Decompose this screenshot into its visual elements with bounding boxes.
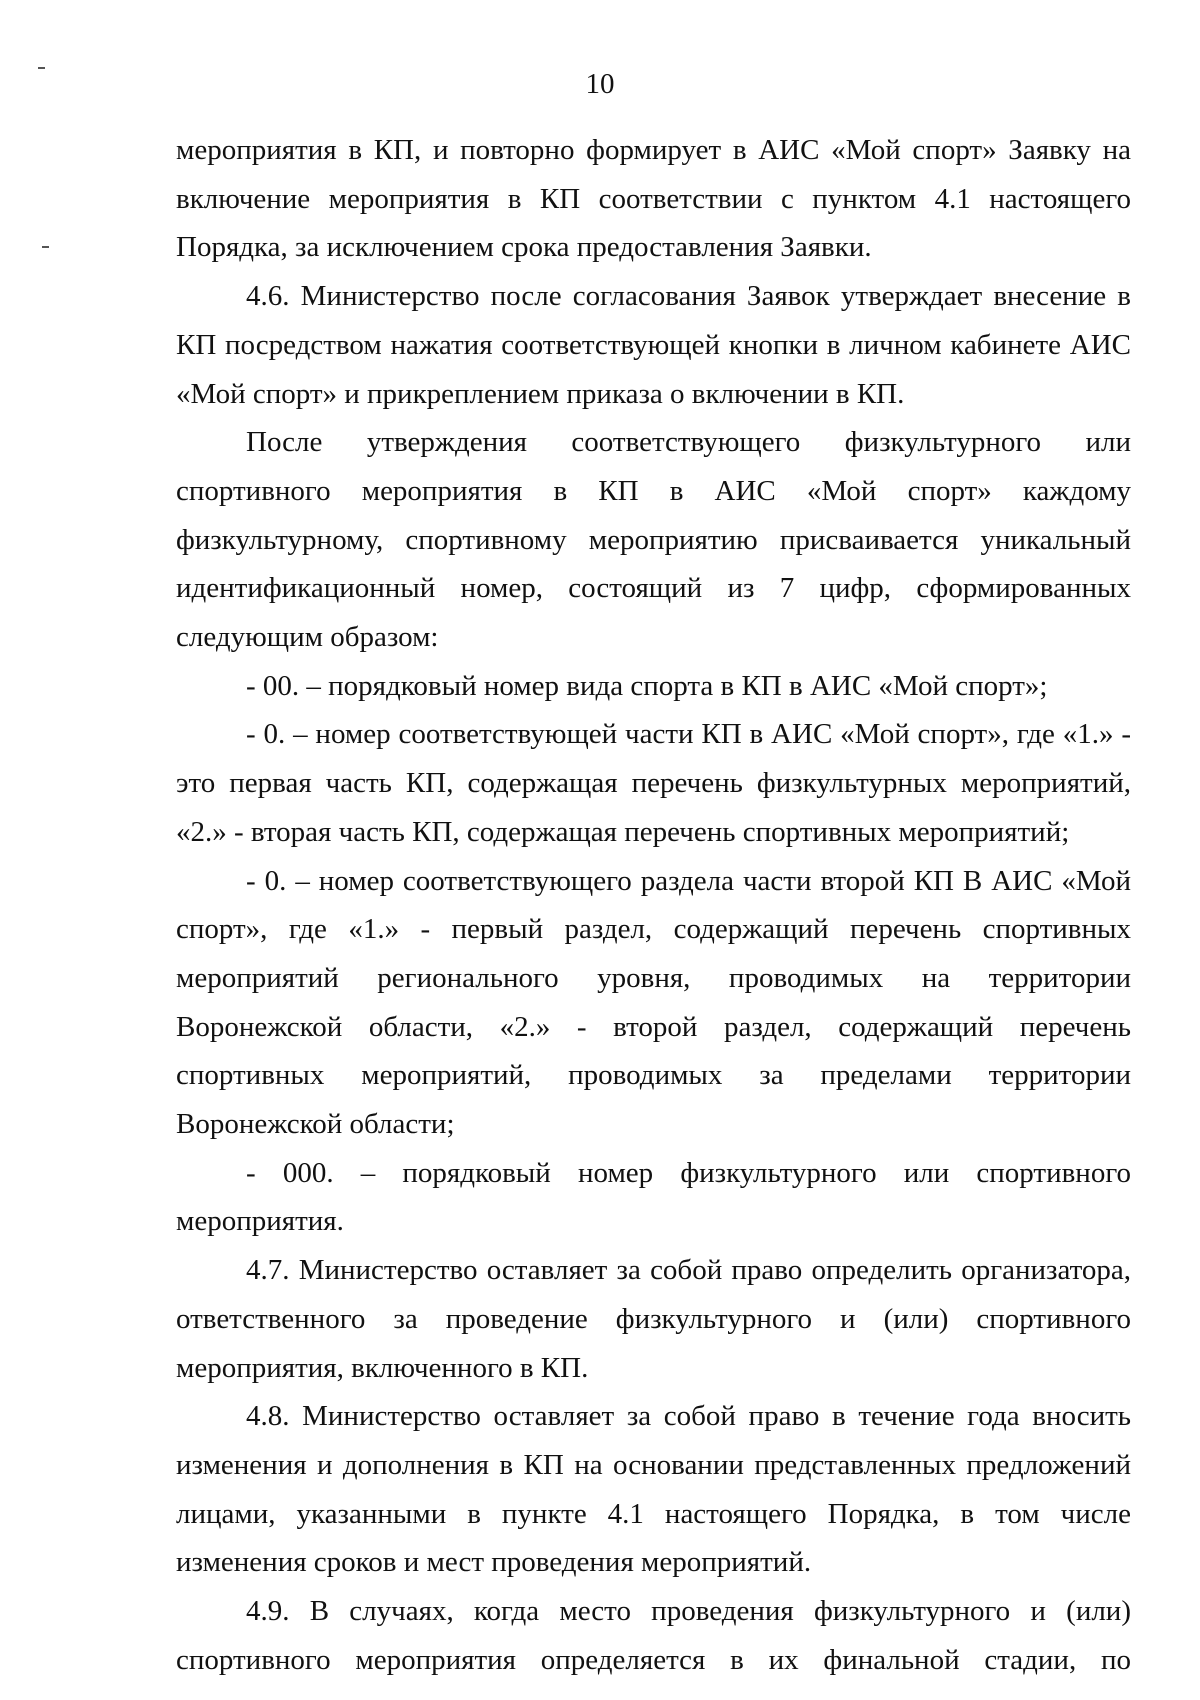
list-item: - 000. – порядковый номер физкультурного или спортивного мероприятия. <box>176 1156 1131 1238</box>
paragraph: мероприятия в КП, и повторно формирует в АИС «Мой спорт» Заявку на включение мероприятия в КП соответствии с пунктом 4.1 настоящего Порядка, за исключением срока предоставления Заявки. <box>176 134 1131 264</box>
paragraph: После утверждения соответствующего физкультурного или спортивного мероприятия в КП в АИС «Мой спорт» каждому физкультурному, спортивному мероприятию присваивается уникальный идентификационный номер, состоящий из 7 цифр, сформированных следующим образом: <box>176 426 1131 654</box>
margin-mark <box>42 246 49 248</box>
page-number: 10 <box>585 68 615 100</box>
list-item: - 00. – порядковый номер вида спорта в КП в АИС «Мой спорт»; <box>246 669 1048 702</box>
paragraph: 4.8. Министерство оставляет за собой право в течение года вносить изменения и дополнения в КП на основании представленных предложений лицами, указанными в пункте 4.1 настоящего Порядка, в том числе изменения сроков и мест проведения мероприятий. <box>176 1400 1131 1579</box>
paragraph: 4.6. Министерство после согласования Заявок утверждает внесение в КП посредством нажатия соответствующей кнопки в личном кабинете АИС «Мой спорт» и прикреплением приказа о включении в КП. <box>176 280 1131 410</box>
paragraph: 4.7. Министерство оставляет за собой право определить организатора, ответственного за проведение физкультурного и (или) спортивного мероприятия, включенного в КП. <box>176 1254 1131 1384</box>
list-item: - 0. – номер соответствующего раздела части второй КП В АИС «Мой спорт», где «1.» - первый раздел, содержащий перечень спортивных мероприятий регионального уровня, проводимых на территории Воронежской области, «2.» - второй раздел, содержащий перечень спортивных мероприятий, проводимых за пределами территории Воронежской области; <box>176 864 1131 1141</box>
margin-mark <box>38 67 45 69</box>
document-body <box>176 126 1131 1685</box>
list-item: - 0. – номер соответствующей части КП в АИС «Мой спорт», где «1.» - это первая часть КП, содержащая перечень физкультурных мероприятий, «2.» - вторая часть КП, содержащая перечень спортивных мероприятий; <box>176 718 1131 848</box>
paragraph: 4.9. В случаях, когда место проведения физкультурного и (или) спортивного мероприятия определяется в их финальной стадии, по <box>176 1595 1131 1676</box>
